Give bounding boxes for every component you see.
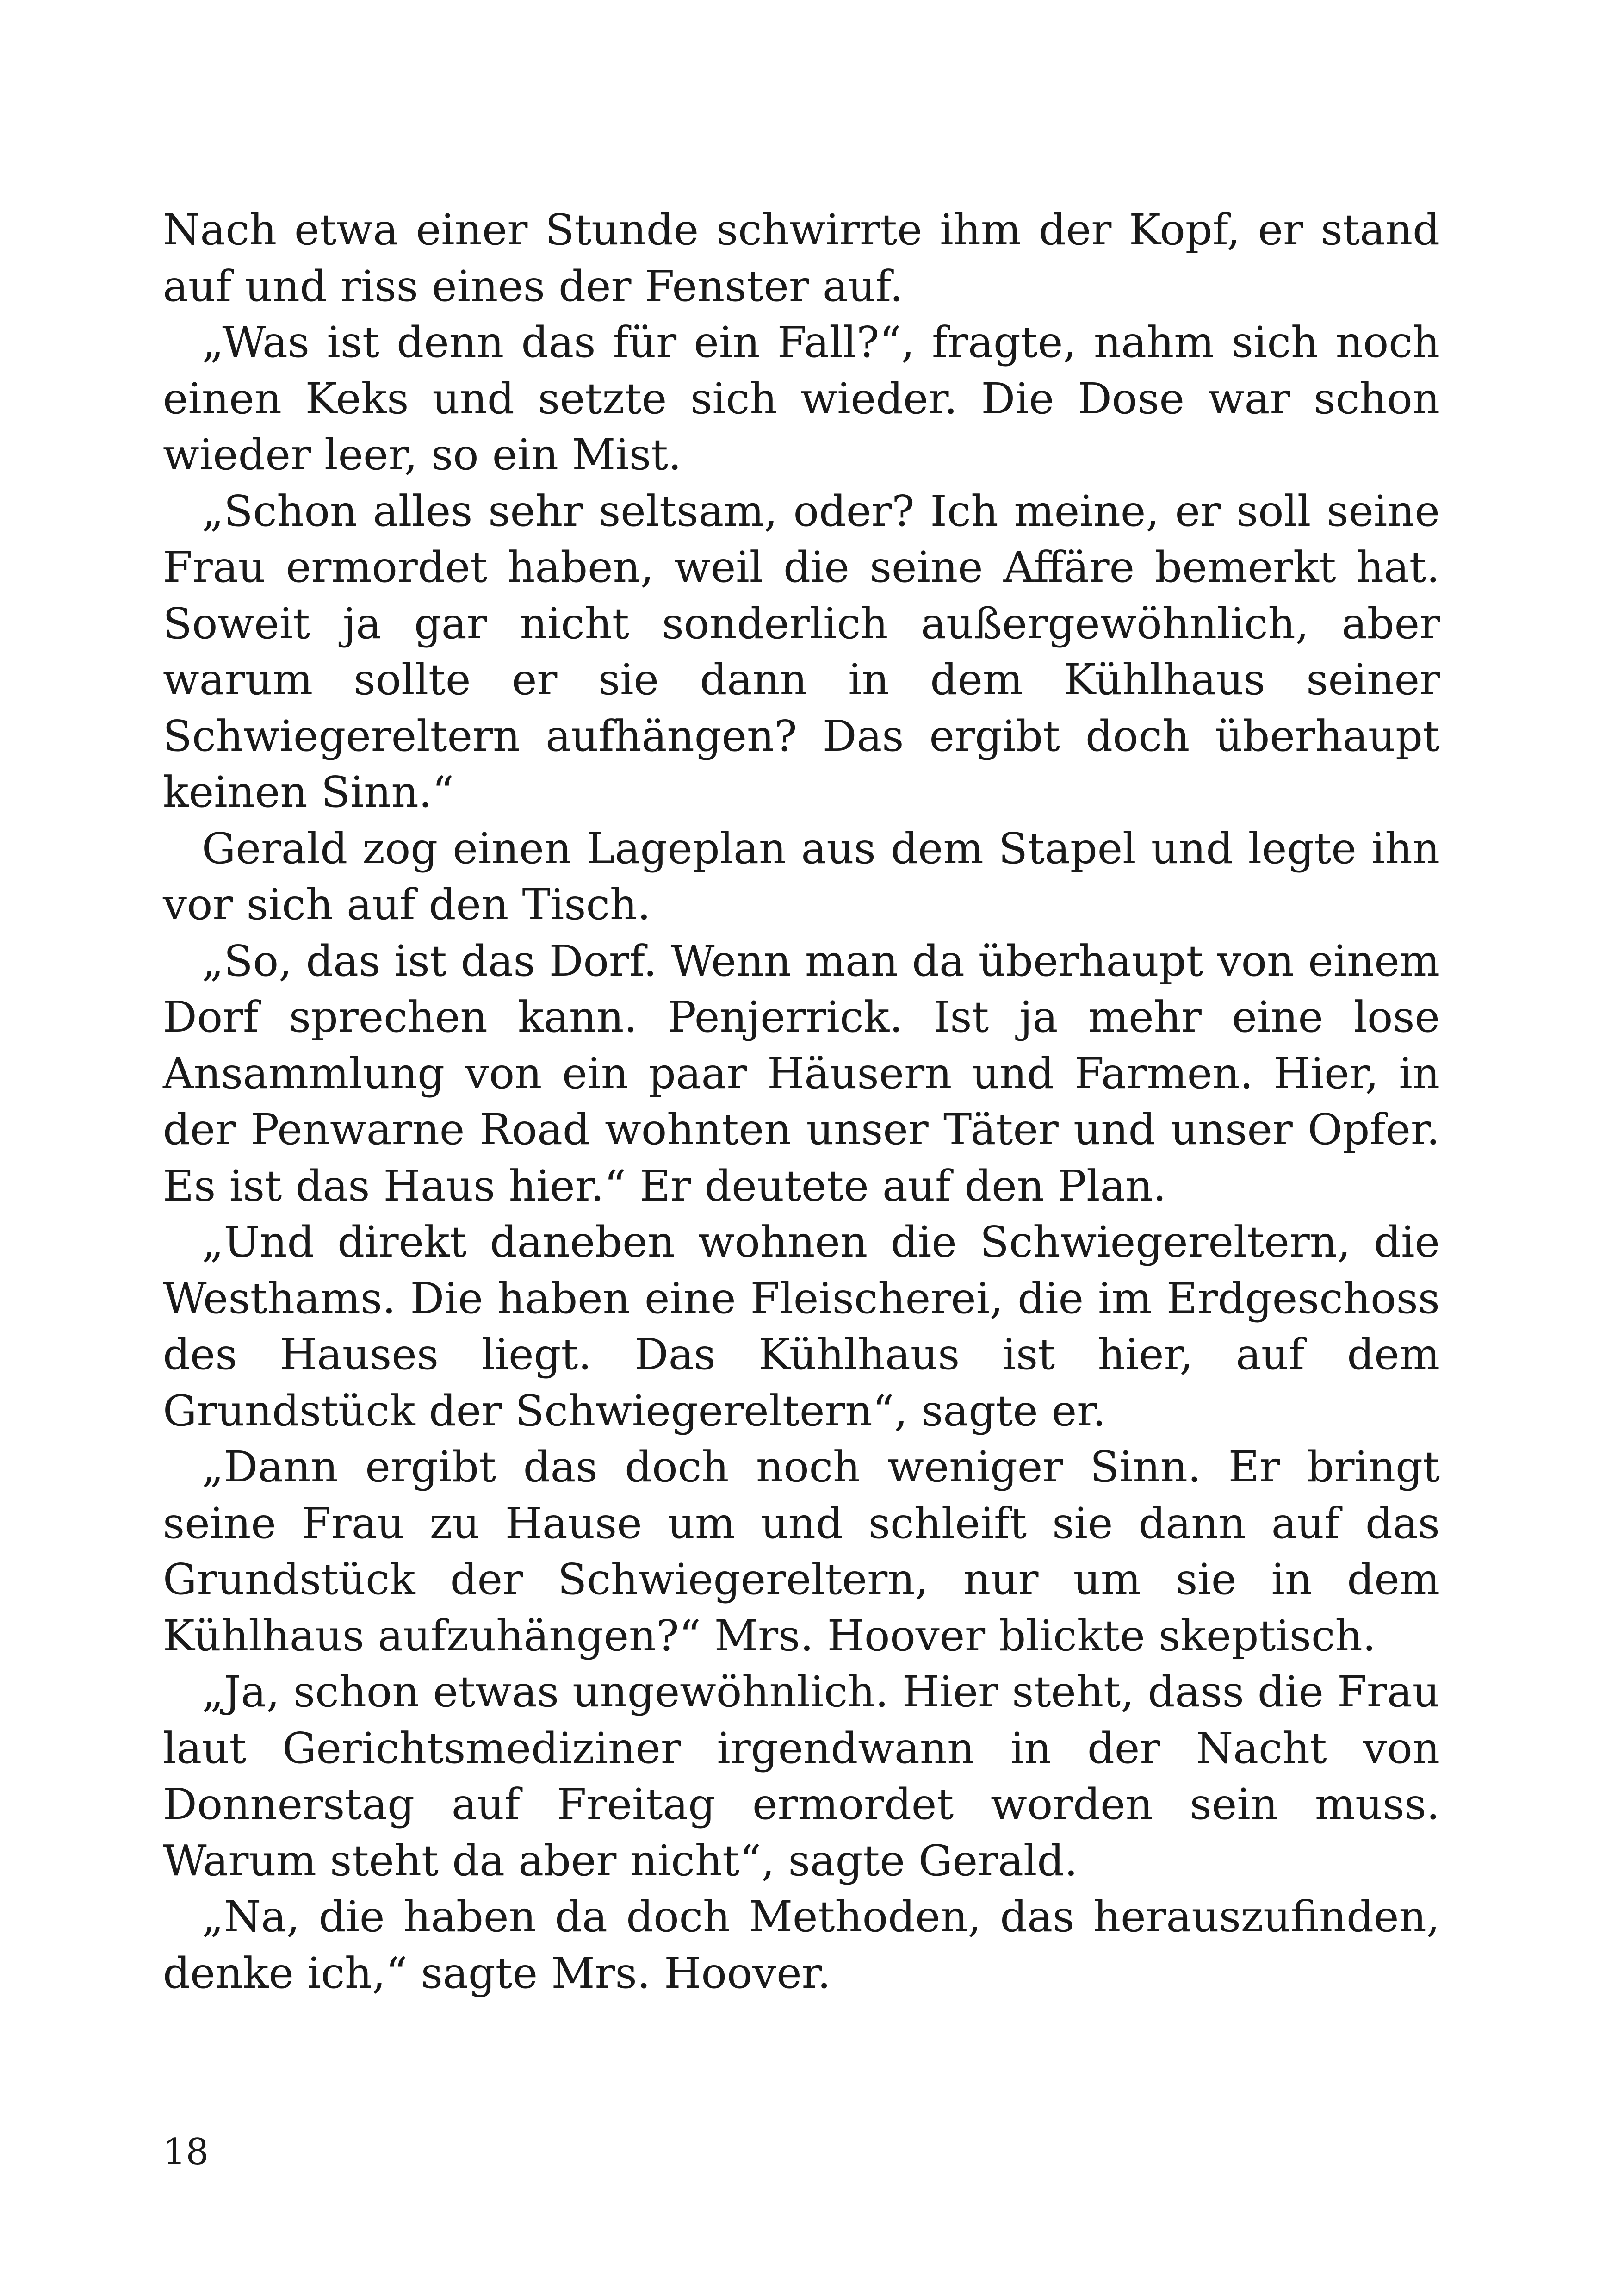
paragraph-3: „Schon alles sehr seltsam, oder? Ich meine, er soll seine Frau ermordet haben, weil die seine Affäre bemerkt hat. Soweit ja gar nicht sonderlich außergewöhnlich, aber warum sollte er sie dann in dem Kühlhaus seiner Schwiegereltern aufhängen? Das ergibt doch überhaupt keinen Sinn.“ <box>163 486 1440 817</box>
paragraph-5: „So, das ist das Dorf. Wenn man da überhaupt von einem Dorf sprechen kann. Penjerrick. Ist ja mehr eine lose Ansammlung von ein paar Häusern und Farmen. Hier, in der Penwarne Road wohnten unser Täter und unser Opfer. Es ist das Haus hier.“ Er deutete auf den Plan. <box>163 936 1440 1211</box>
paragraph-7: „Dann ergibt das doch noch weniger Sinn. Er bringt seine Frau zu Hause um und schleift sie dann auf das Grundstück der Schwiegereltern, nur um sie in dem Kühlhaus aufzuhängen?“ Mrs. Hoover blickte skeptisch. <box>163 1442 1440 1661</box>
paragraph-1: Nach etwa einer Stunde schwirrte ihm der Kopf, er stand auf und riss eines der Fenster auf. <box>163 205 1440 311</box>
paragraph-4: Gerald zog einen Lageplan aus dem Stapel und legte ihn vor sich auf den Tisch. <box>163 823 1440 929</box>
paragraph-8: „Ja, schon etwas ungewöhnlich. Hier steht, dass die Frau laut Gerichtsmediziner irgendwann in der Nacht von Donnerstag auf Freitag ermordet worden sein muss. Warum steht da aber nicht“, sagte Gerald. <box>163 1667 1440 1885</box>
paragraph-2: „Was ist denn das für ein Fall?“, fragte, nahm sich noch einen Keks und setzte sich wieder. Die Dose war schon wieder leer, so ein Mist. <box>163 317 1440 479</box>
page-number: 18 <box>163 2131 209 2173</box>
body-text <box>163 202 1440 2001</box>
paragraph-6: „Und direkt daneben wohnen die Schwiegereltern, die Westhams. Die haben eine Fleischerei, die im Erdgeschoss des Hauses liegt. Das Kühlhaus ist hier, auf dem Grundstück der Schwiegereltern“, sagte er. <box>163 1217 1440 1436</box>
paragraph-9: „Na, die haben da doch Methoden, das herauszufinden, denke ich,“ sagte Mrs. Hoover. <box>163 1892 1440 1998</box>
